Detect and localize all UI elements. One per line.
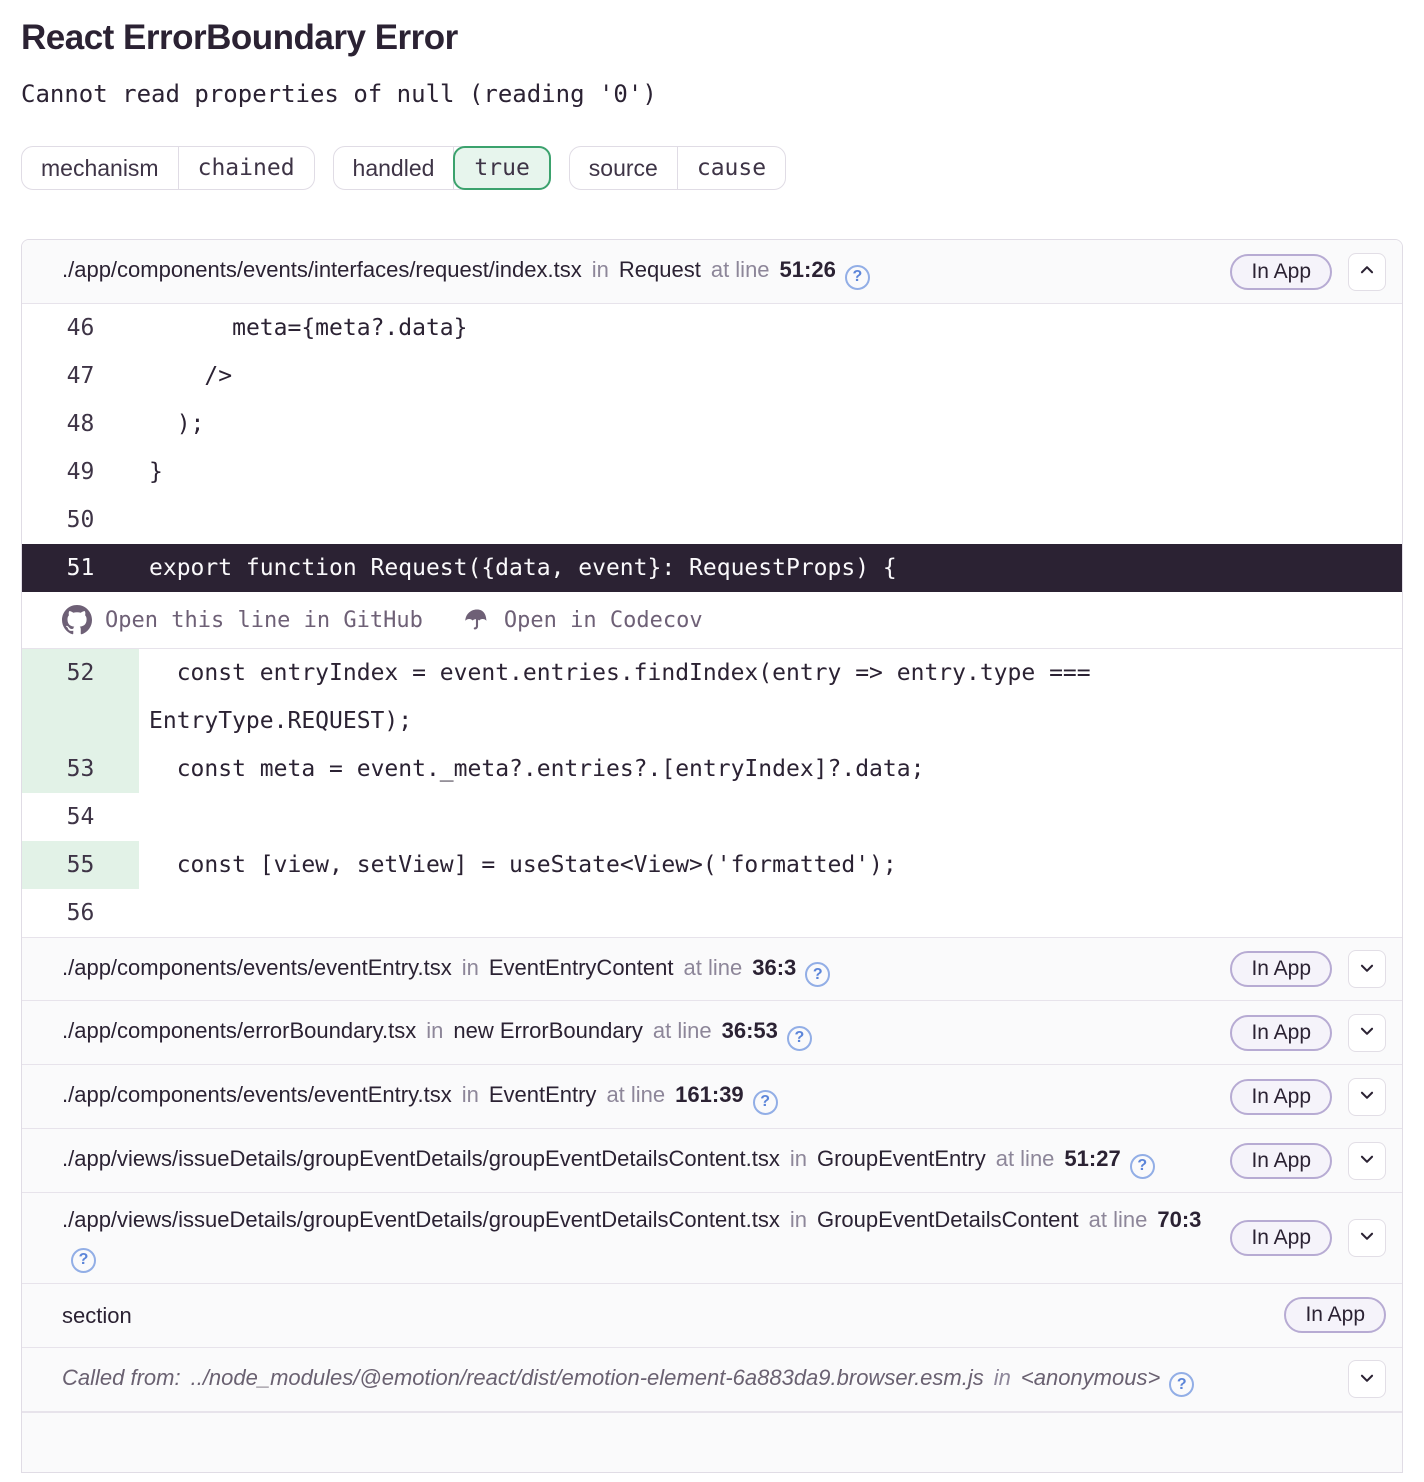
frame-function: Request [618,257,701,283]
line-number: 49 [66,459,95,485]
code-text: const meta = event._meta?.entries?.[entryIndex]?.data; [149,756,925,782]
github-link-label: Open this line in GitHub [105,607,423,633]
chevron-up-icon [1358,261,1376,282]
line-number: 55 [22,841,139,889]
frame-path: ./app/components/errorBoundary.tsx [62,1018,417,1044]
tag-handled [333,146,551,190]
code-line [22,400,1402,448]
in-app-badge: In App [1230,951,1332,987]
code-line [22,304,1402,352]
frame-in-label: in [461,1082,479,1108]
frame-row-section[interactable] [22,1284,1402,1348]
code-context [22,304,1402,937]
expand-frame-button[interactable] [1348,1142,1386,1180]
code-line [22,352,1402,400]
frame-atline-label: at line [710,257,770,283]
in-app-badge: In App [1230,1079,1332,1115]
line-number: 53 [22,745,139,793]
help-icon[interactable]: ? [845,265,870,290]
code-text: /> [149,363,233,389]
frame-controls [1230,950,1386,988]
frame-title [62,1299,1284,1332]
codecov-umbrella-icon [463,606,491,634]
in-app-badge: In App [1230,1015,1332,1051]
frame-line-number: 36:3 [752,954,797,980]
chevron-down-icon [1358,1022,1376,1043]
frame-in-label: in [789,1146,807,1172]
frame-in-label: in [993,1364,1011,1390]
code-line [22,889,1402,937]
line-number: 51 [66,555,95,581]
help-icon[interactable]: ? [805,962,830,987]
frame-controls [1230,1219,1386,1257]
help-icon[interactable]: ? [753,1090,778,1115]
line-number: 47 [66,363,95,389]
frame-row-error-boundary[interactable] [22,1001,1402,1065]
error-message: Cannot read properties of null (reading '0') [21,80,657,108]
frame-function: EventEntry [488,1082,597,1108]
help-icon[interactable]: ? [1130,1154,1155,1179]
stack-trace [21,239,1403,1473]
code-text [139,496,1402,544]
frame-row-request[interactable] [22,240,1402,304]
chevron-down-icon [1358,1227,1376,1248]
chevron-down-icon [1358,1150,1376,1171]
frame-controls [1230,1078,1386,1116]
chevron-down-icon [1358,959,1376,980]
help-icon[interactable]: ? [787,1026,812,1051]
code-text: const [view, setView] = useState<View>('formatted'); [149,852,897,878]
tag-value: cause [696,155,767,181]
tag-key: handled [334,147,455,189]
frame-atline-label: at line [1088,1207,1148,1232]
code-line-surrounding [22,841,1402,889]
code-line-surrounding [22,745,1402,793]
line-number: 50 [66,507,95,533]
in-app-badge: In App [1284,1297,1386,1333]
page-title: React ErrorBoundary Error [21,18,458,57]
frame-controls [1230,253,1386,291]
code-text: const entryIndex = event.entries.findIndex(entry => entry.type === EntryType.REQUEST); [149,660,1105,734]
code-text: meta={meta?.data} [149,315,468,341]
called-from-label: Called from: [62,1364,181,1390]
frame-controls [1284,1297,1386,1333]
frame-line-number: 51:27 [1064,1146,1121,1172]
tag-source [569,146,786,190]
tag-mechanism [21,146,315,190]
frame-row-group-event-details-content[interactable] [22,1193,1402,1284]
tag-value-highlighted: true [453,146,550,190]
frame-function: GroupEventEntry [816,1146,986,1172]
collapse-frame-button[interactable] [1348,253,1386,291]
frame-line-number: 70:3 [1157,1207,1202,1232]
line-number: 56 [66,900,95,926]
open-in-codecov-link[interactable] [463,606,703,634]
in-app-badge: In App [1230,254,1332,290]
frame-function: <anonymous> [1020,1364,1161,1390]
codecov-link-label: Open in Codecov [503,607,703,633]
frame-title [62,253,1230,290]
tag-pills [21,146,1403,190]
line-number: 52 [22,649,139,745]
frame-path: ./app/components/events/eventEntry.tsx [62,954,452,980]
frame-title [62,1361,1348,1398]
code-line [22,793,1402,841]
frame-path: ./app/views/issueDetails/groupEventDetails/groupEventDetailsContent.tsx [62,1146,780,1172]
frame-line-number: 51:26 [779,257,836,283]
frame-atline-label: at line [995,1146,1055,1172]
frame-path: ./app/components/events/interfaces/request/index.tsx [62,257,582,283]
frame-title [62,1014,1230,1051]
frame-function: new ErrorBoundary [453,1018,643,1044]
code-line [22,496,1402,544]
frame-path: ./app/components/events/eventEntry.tsx [62,1082,452,1108]
chevron-down-icon [1358,1086,1376,1107]
expand-frame-button[interactable] [1348,1360,1386,1398]
frame-row-event-entry-content[interactable] [22,937,1402,1001]
frame-function: EventEntryContent [488,954,674,980]
frame-atline-label: at line [652,1018,712,1044]
frame-title [62,1142,1230,1179]
code-text [139,793,1402,841]
expand-frame-button[interactable] [1348,1219,1386,1257]
frame-row-event-entry[interactable] [22,1065,1402,1129]
frame-atline-label: at line [606,1082,666,1108]
help-icon[interactable]: ? [1169,1372,1194,1397]
code-line-surrounding [22,649,1402,745]
line-number: 46 [66,315,95,341]
frame-controls [1230,1142,1386,1180]
expand-frame-button[interactable] [1348,950,1386,988]
frame-title [62,951,1230,988]
expand-frame-button[interactable] [1348,1078,1386,1116]
code-text [139,889,1402,937]
open-in-github-link[interactable] [62,605,423,635]
line-number: 54 [66,804,95,830]
external-links-row [22,592,1402,649]
tag-key: source [570,147,678,189]
frame-path: ../node_modules/@emotion/react/dist/emotion-element-6a883da9.browser.esm.js [190,1364,984,1390]
frame-row-group-event-entry[interactable] [22,1129,1402,1193]
frame-line-number: 36:53 [721,1018,778,1044]
in-app-badge: In App [1230,1220,1332,1256]
next-frame-partial [22,1412,1402,1472]
chevron-down-icon [1358,1369,1376,1390]
frame-in-label: in [461,954,479,980]
frame-function: section [62,1302,132,1328]
line-number: 48 [66,411,95,437]
help-icon[interactable]: ? [71,1248,96,1273]
frame-title [62,1203,1230,1273]
frame-function: GroupEventDetailsContent [816,1207,1079,1232]
code-text: export function Request({data, event}: RequestProps) { [149,555,897,581]
frame-atline-label: at line [683,954,743,980]
tag-key: mechanism [22,147,179,189]
frame-in-label: in [591,257,609,283]
code-text: ); [149,411,205,437]
frame-in-label: in [789,1207,807,1232]
frame-controls [1230,1014,1386,1052]
frame-row-called-from[interactable] [22,1348,1402,1412]
code-line-crash [22,544,1402,592]
frame-controls [1348,1360,1386,1398]
frame-title [62,1078,1230,1115]
frame-path: ./app/views/issueDetails/groupEventDetails/groupEventDetailsContent.tsx [62,1207,780,1232]
github-icon [62,605,92,635]
code-text: } [149,459,163,485]
in-app-badge: In App [1230,1143,1332,1179]
tag-value: chained [197,155,295,181]
frame-line-number: 161:39 [675,1082,744,1108]
code-line [22,448,1402,496]
expand-frame-button[interactable] [1348,1014,1386,1052]
frame-in-label: in [426,1018,444,1044]
